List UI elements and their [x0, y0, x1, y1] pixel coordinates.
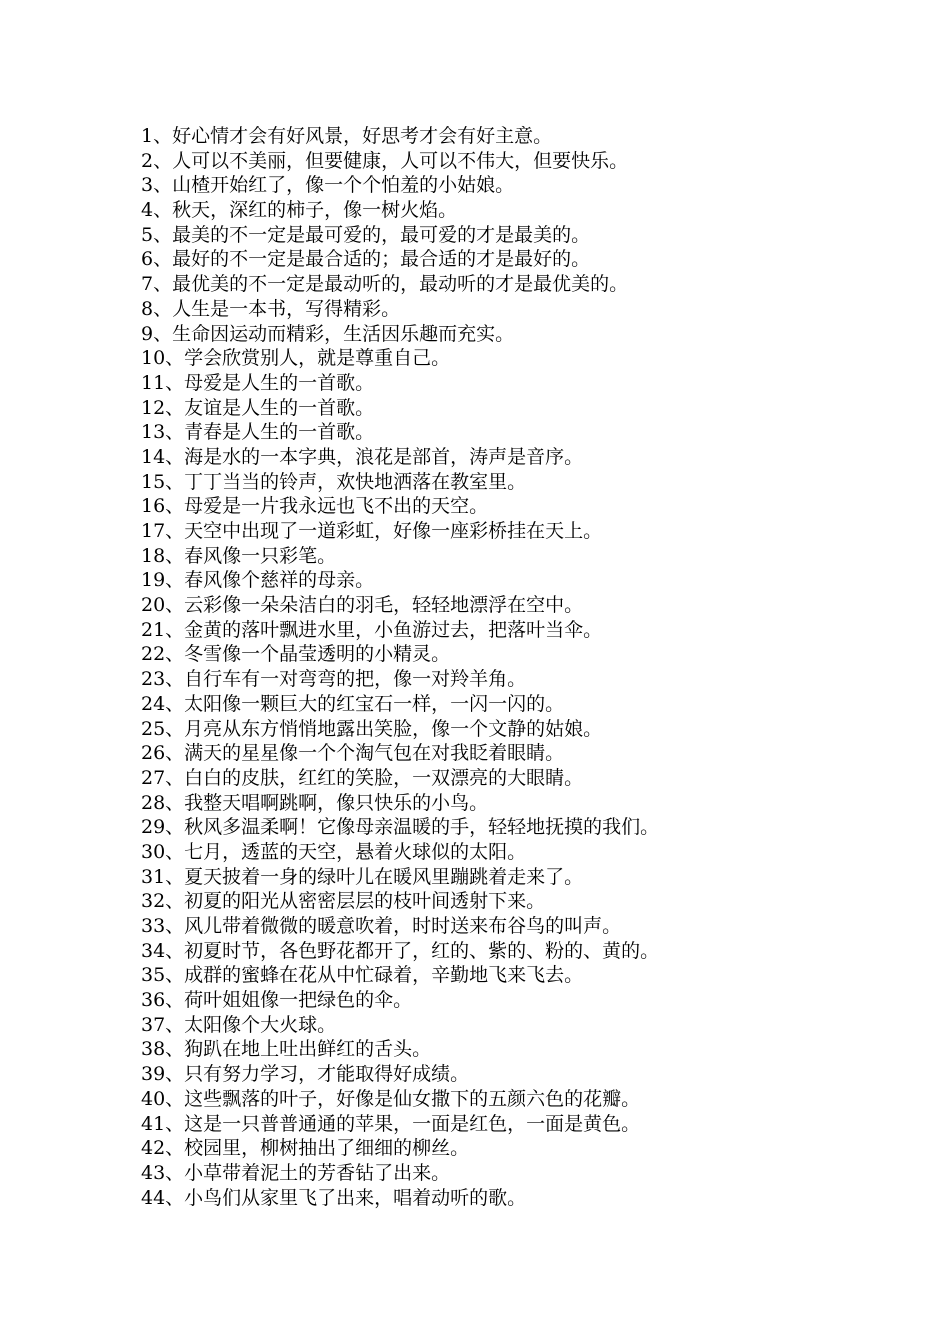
sentence-line: 3、山楂开始红了，像一个个怕羞的小姑娘。	[141, 174, 515, 197]
sentence-line: 5、最美的不一定是最可爱的，最可爱的才是最美的。	[141, 223, 591, 246]
sentence-line: 7、最优美的不一定是最动听的，最动听的才是最优美的。	[141, 273, 629, 296]
sentence-line: 22、冬雪像一个晶莹透明的小精灵。	[141, 643, 451, 666]
sentence-line: 35、成群的蜜蜂在花从中忙碌着，辛勤地飞来飞去。	[141, 964, 584, 987]
sentence-line: 21、金黄的落叶飘进水里，小鱼游过去，把落叶当伞。	[141, 618, 603, 641]
sentence-line: 4、秋天，深红的柿子，像一树火焰。	[141, 199, 458, 222]
sentence-line: 17、天空中出现了一道彩虹，好像一座彩桥挂在天上。	[141, 520, 603, 542]
sentence-line: 11、母爱是人生的一首歌。	[141, 371, 375, 394]
sentence-line: 14、海是水的一本字典，浪花是部首，涛声是音序。	[141, 445, 584, 468]
sentence-line: 15、丁丁当当的铃声，欢快地洒落在教室里。	[141, 470, 527, 493]
sentence-line: 32、初夏的阳光从密密层层的枝叶间透射下来。	[141, 890, 546, 913]
sentence-line: 16、母爱是一片我永远也飞不出的天空。	[141, 495, 489, 518]
sentence-line: 44、小鸟们从家里飞了出来，唱着动听的歌。	[141, 1186, 527, 1209]
sentence-line: 2、人可以不美丽，但要健康，人可以不伟大，但要快乐。	[141, 149, 629, 172]
sentence-line: 42、校园里，柳树抽出了细细的柳丝。	[141, 1137, 470, 1160]
sentence-line: 6、最好的不一定是最合适的；最合适的才是最好的。	[141, 248, 591, 271]
sentence-line: 8、人生是一本书，写得精彩。	[141, 297, 401, 320]
sentence-line: 29、秋风多温柔啊！它像母亲温暖的手，轻轻地抚摸的我们。	[141, 816, 660, 839]
sentence-line: 37、太阳像个大火球。	[141, 1013, 337, 1036]
sentence-line: 1、好心情才会有好风景，好思考才会有好主意。	[141, 125, 553, 147]
sentence-line: 10、学会欣赏别人，就是尊重自己。	[141, 347, 451, 370]
sentence-line: 25、月亮从东方悄悄地露出笑脸，像一个文静的姑娘。	[141, 717, 603, 740]
sentence-line: 33、风儿带着微微的暖意吹着，时时送来布谷鸟的叫声。	[141, 915, 622, 937]
sentence-line: 43、小草带着泥土的芳香钻了出来。	[141, 1161, 451, 1184]
sentence-line: 13、青春是人生的一首歌。	[141, 421, 375, 444]
sentence-line: 18、春风像一只彩笔。	[141, 544, 337, 567]
sentence-line: 28、我整天唱啊跳啊，像只快乐的小鸟。	[141, 791, 489, 814]
sentence-line: 23、自行车有一对弯弯的把，像一对羚羊角。	[141, 668, 527, 691]
sentence-line: 39、只有努力学习，才能取得好成绩。	[141, 1063, 470, 1086]
sentence-line: 9、生命因运动而精彩，生活因乐趣而充实。	[141, 322, 515, 345]
sentence-line: 30、七月，透蓝的天空，悬着火球似的太阳。	[141, 840, 527, 863]
sentence-line: 36、荷叶姐姐像一把绿色的伞。	[141, 989, 413, 1012]
sentence-line: 40、这些飘落的叶子，好像是仙女撒下的五颜六色的花瓣。	[141, 1087, 641, 1110]
sentence-line: 20、云彩像一朵朵洁白的羽毛，轻轻地漂浮在空中。	[141, 594, 584, 617]
sentence-line: 38、狗趴在地上吐出鲜红的舌头。	[141, 1038, 432, 1061]
sentence-line: 31、夏天披着一身的绿叶儿在暖风里蹦跳着走来了。	[141, 865, 584, 888]
sentence-line: 27、白白的皮肤，红红的笑脸，一双漂亮的大眼睛。	[141, 766, 584, 789]
sentence-line: 41、这是一只普普通通的苹果，一面是红色，一面是黄色。	[141, 1112, 641, 1135]
sentence-list	[141, 124, 861, 1210]
sentence-line: 24、太阳像一颗巨大的红宝石一样，一闪一闪的。	[141, 692, 565, 715]
sentence-line: 26、满天的星星像一个个淘气包在对我眨着眼睛。	[141, 742, 565, 765]
sentence-line: 12、友谊是人生的一首歌。	[141, 396, 375, 419]
sentence-line: 34、初夏时节，各色野花都开了，红的、紫的、粉的、黄的。	[141, 939, 660, 962]
sentence-line: 19、春风像个慈祥的母亲。	[141, 569, 375, 592]
